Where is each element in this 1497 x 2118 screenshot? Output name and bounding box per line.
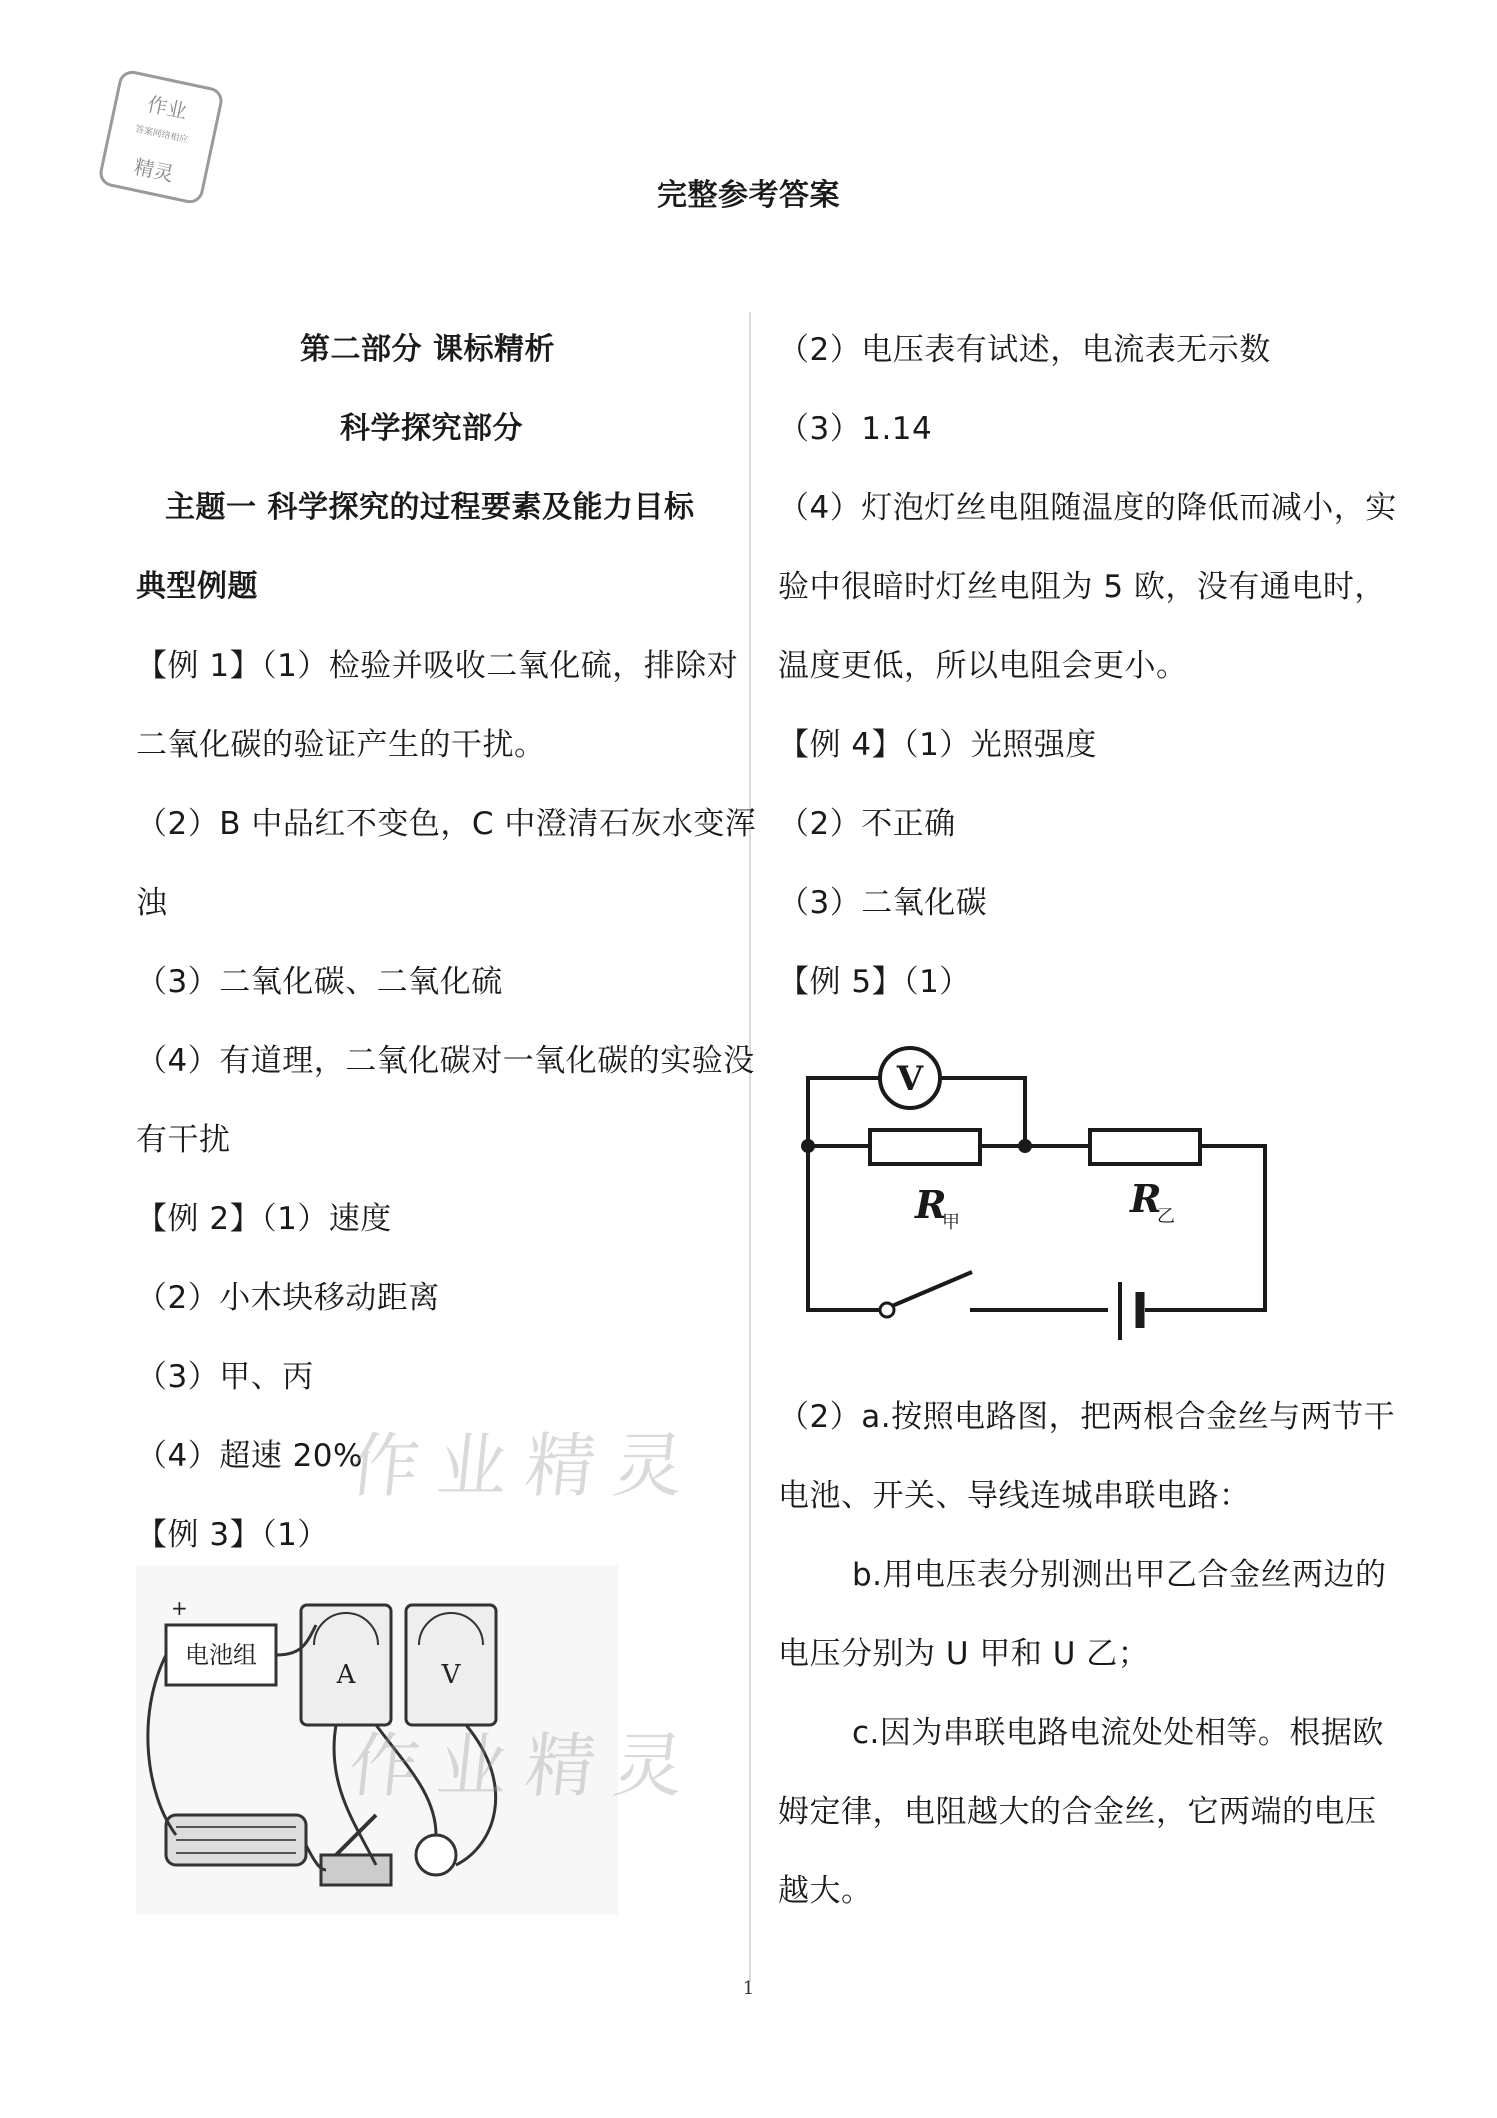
battery-plus-label: + (171, 1596, 188, 1620)
stamp-middle-text: 答案网络相应 (133, 124, 189, 146)
junction-left (801, 1139, 815, 1153)
answer-line: 【例 4】（1）光照强度 (778, 727, 1097, 763)
voltmeter-label: V (441, 1660, 461, 1690)
answer-line: （2）电压表有试述，电流表无示数 (778, 332, 1271, 368)
answer-line: 电压分别为 U 甲和 U 乙； (778, 1636, 1150, 1672)
resistor-yi (1090, 1130, 1200, 1164)
examples-heading: 典型例题 (136, 569, 258, 604)
junction-right (1018, 1139, 1032, 1153)
switch-pivot (880, 1303, 894, 1317)
answer-line: （3）甲、丙 (136, 1359, 314, 1395)
page-title: 完整参考答案 (657, 178, 840, 213)
answer-line: 【例 3】（1） (136, 1517, 329, 1553)
stamp-bottom-text: 精灵 (131, 154, 176, 187)
part-heading: 第二部分 课标精析 (300, 332, 555, 367)
resistor-jia-label: R (915, 1182, 947, 1227)
ammeter-label: A (336, 1660, 356, 1690)
section-heading: 科学探究部分 (340, 411, 523, 446)
answer-line: 越大。 (778, 1873, 873, 1909)
resistor-yi-label: R (1130, 1176, 1162, 1221)
answer-line: 温度更低，所以电阻会更小。 (778, 648, 1188, 684)
answer-line: （2）小木块移动距离 (136, 1280, 440, 1316)
watermark-text: 作业精灵 (345, 1725, 706, 1807)
answer-line: 【例 2】（1）速度 (136, 1201, 392, 1237)
switch (321, 1855, 391, 1885)
watermark-text: 作业精灵 (345, 1425, 706, 1507)
answer-line: 验中很暗时灯丝电阻为 5 欧，没有通电时， (778, 569, 1386, 605)
topic-heading: 主题一 科学探究的过程要素及能力目标 (165, 490, 695, 525)
answer-line: （2）a.按照电路图，把两根合金丝与两节干 (778, 1399, 1396, 1435)
answer-line: （3）二氧化碳 (778, 885, 988, 921)
answer-line: 浊 (136, 885, 168, 921)
answer-line: （3）1.14 (778, 411, 933, 447)
column-divider (749, 312, 751, 1982)
answer-line: 【例 5】（1） (778, 964, 971, 1000)
resistor-yi-subscript: 乙 (1157, 1206, 1175, 1227)
answer-line: （4）超速 20% (136, 1438, 363, 1474)
answer-line: （4）有道理，二氧化碳对一氧化碳的实验没 (136, 1043, 755, 1079)
voltmeter-symbol-label: V (896, 1059, 924, 1099)
stamp-top-text: 作业 (145, 91, 190, 124)
answer-line: （2）不正确 (778, 806, 956, 842)
resistor-jia-subscript: 甲 (942, 1212, 960, 1233)
answer-line: 【例 1】（1）检验并吸收二氧化硫，排除对 (136, 648, 739, 684)
bulb (416, 1835, 456, 1875)
answer-line: c.因为串联电路电流处处相等。根据欧 (852, 1715, 1384, 1751)
battery-label: 电池组 (185, 1641, 257, 1669)
answer-line: （4）灯泡灯丝电阻随温度的降低而减小，实 (778, 490, 1397, 526)
resistor-jia (870, 1130, 980, 1164)
answer-line: 有干扰 (136, 1122, 231, 1158)
page-number: 1 (742, 1978, 755, 1999)
answer-line: 姆定律，电阻越大的合金丝，它两端的电压 (778, 1794, 1377, 1830)
answer-line: 二氧化碳的验证产生的干扰。 (136, 727, 546, 763)
answer-line: b.用电压表分别测出甲乙合金丝两边的 (852, 1557, 1387, 1593)
answer-line: 电池、开关、导线连城串联电路： (778, 1478, 1251, 1514)
circuit-diagram (790, 1030, 1270, 1350)
answer-line: （3）二氧化碳、二氧化硫 (136, 964, 503, 1000)
answer-line: （2）B 中品红不变色，C 中澄清石灰水变浑 (136, 806, 757, 842)
